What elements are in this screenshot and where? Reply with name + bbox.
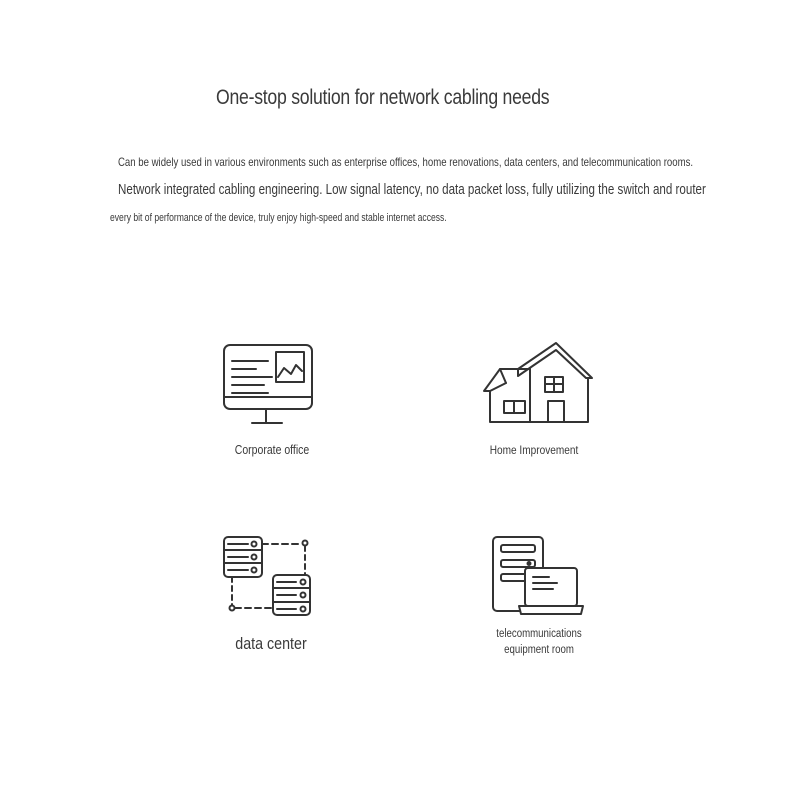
page-title: One-stop solution for network cabling needs: [216, 86, 550, 109]
scenario-label-datacenter: data center: [235, 634, 307, 653]
scenario-label-home: Home Improvement: [489, 443, 579, 457]
servers-network-icon: [222, 535, 314, 617]
description-line-2: Network integrated cabling engineering. Low signal latency, no data packet loss, fully utilizing the switch and router: [118, 182, 706, 198]
description-line-3: every bit of performance of the device, truly enjoy high-speed and stable internet access.: [110, 212, 447, 224]
scenario-label-office: Corporate office: [234, 443, 310, 457]
house-icon: [482, 340, 594, 424]
description-line-1: Can be widely used in various environments such as enterprise offices, home renovations, data centers, and telecommunication rooms.: [118, 155, 694, 169]
scenario-label-telecom: telecommunications equipment room: [496, 628, 582, 656]
server-laptop-icon: [491, 535, 585, 617]
monitor-icon: [222, 343, 314, 425]
